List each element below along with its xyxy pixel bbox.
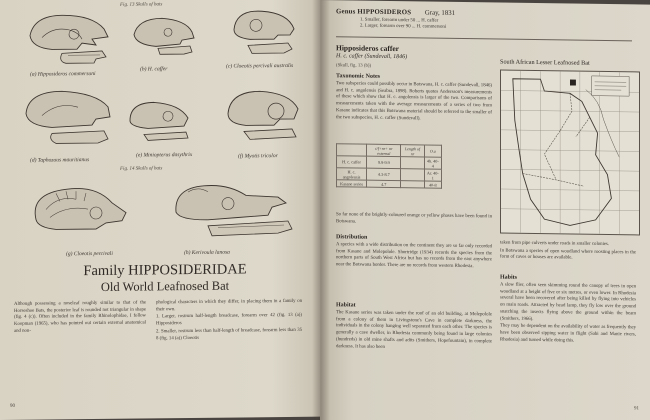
skull-illustration-h bbox=[168, 175, 298, 248]
map-title: South African Lesser Leafnosed Bat bbox=[500, 58, 590, 67]
species-subtitle: H. c. caffer (Sundevall, 1846) bbox=[336, 53, 408, 61]
page-number-right: 91 bbox=[634, 406, 639, 412]
fig-label-g: (g) Cloeotis percivali bbox=[66, 250, 113, 258]
habitat-continued: taken from pipe culverts under roads in smaller colonies. bbox=[500, 240, 610, 248]
genus-key-item-1: 1. Smaller, forearm under 50 ... H. caffer bbox=[360, 17, 439, 24]
section-habitat: Habitat bbox=[336, 302, 356, 309]
key-item-1: 1. Larger, rostrum half-length breadcase, forearm over 42 (fig. 13 (a)) Hipposideros bbox=[156, 313, 302, 327]
fig-label-a: (a) Hipposideros commersoni bbox=[30, 71, 96, 78]
measurement-table bbox=[336, 143, 442, 188]
table-header: Length of nr bbox=[401, 145, 424, 157]
distribution-map bbox=[500, 70, 640, 236]
skull-illustration-c bbox=[228, 5, 300, 62]
section-habits: Habits bbox=[500, 274, 518, 281]
page-number-left: 90 bbox=[10, 403, 15, 409]
genus-key-item-2: 2. Larger, forearm over 90 ... H. commersoni bbox=[360, 23, 447, 31]
header-rule bbox=[336, 36, 632, 41]
fig-label-f: (f) Myotis tricolor bbox=[238, 153, 278, 160]
fig-label-d: (d) Taphozous mauritianus bbox=[30, 157, 90, 164]
left-column-1 bbox=[14, 300, 146, 336]
running-header bbox=[336, 8, 455, 17]
header-author: Gray, 1831 bbox=[424, 9, 456, 17]
family-subtitle: Old World Leafnosed Bat bbox=[100, 278, 230, 294]
genus-key bbox=[360, 18, 560, 34]
section-distribution: Distribution bbox=[336, 234, 368, 241]
habits-text: A slow flier, often seen skimming round the canopy of trees in open woodland at a height of five or six metres, or even lower. In Rhodesia several have been recovered after being killed by flying into vehicles on main roads. Attracted by head lamp, they fly low over the ground snatching the insects flying above the ground within the beam (Smithers, 1966). They may be dependent on the availability of water as frequently they have been observed sipping water in flight (Sabi and Manie rivers, Rhodesia) and turned while doing this. bbox=[500, 282, 636, 344]
right-column bbox=[500, 241, 636, 265]
species-title: Hipposideros caffer bbox=[336, 43, 399, 54]
header-genus: Genus HIPPOSIDEROS bbox=[336, 8, 412, 17]
table-row: H. c. caffer 9.9-9.9 4b. 40-4 bbox=[337, 156, 442, 169]
right-page bbox=[320, 0, 650, 420]
key-item-2: 2. Smaller, rostrum less than half-length of breadcase, forearm less than 35 8 (fig. 14 (a)) Cloeotis bbox=[156, 327, 302, 341]
table-header: O.a bbox=[424, 145, 441, 157]
table-row: H. c. angolensis 4.3-8.7 Ar. 40-1 bbox=[337, 168, 442, 181]
fig-label-c: (c) Cloeotis percivali australis bbox=[226, 62, 294, 70]
fig-label-b: (b) H. caffer bbox=[140, 66, 168, 73]
table-header: c/f+nr+ nr external bbox=[367, 144, 401, 156]
distribution-text: A species with a wide distribution on the continent they are so far only recorded from Kasane and Molepolole. Shortridge (1934) records the species from the northern parts of South West Africa but has no records from the east anywhere near the Botswana border. There are no records from western Rhodesia. bbox=[336, 242, 492, 270]
left-column-2 bbox=[156, 299, 302, 344]
intro-paragraph: Although possessing a noseleaf roughly similar to that of the Horseshoe Bats, the posterior leaf is rounded not triangular in shape (fig. 4 (c)). Often included in the family Rhinolophidae, I follow Koopman (1965), who has pointed out certain external anatomical and non- bbox=[14, 300, 146, 334]
skull-illustration-e bbox=[124, 94, 196, 149]
skull-reference: (Skull, fig. 13 (b)) bbox=[336, 63, 372, 69]
fig-label-e: (e) Miniopterus dasythrix bbox=[136, 151, 193, 159]
skull-illustration-d bbox=[18, 83, 116, 154]
skull-illustration-b bbox=[128, 12, 198, 63]
table-row: Kasane series 4.7 40-8 bbox=[337, 180, 442, 188]
skull-illustration-a bbox=[22, 7, 112, 70]
book-gutter bbox=[312, 0, 330, 420]
fig13-caption: Fig. 13 Skulls of bats bbox=[120, 2, 163, 8]
family-title: Family HIPPOSIDERIDAE bbox=[83, 261, 247, 280]
habitat-text: The Kasane series was taken under the roof of an old building, at Molepolole from a colony of them in Livingstone's Cave in complete darkness, the individuals in the colony hanging well separated from each other. The species is generally a cave dweller, in Rhodesia commonly being found in large colonies (hundreds) in old mine shafts and adits (Smithers, Hopefountain), in complete darkness. It has also been bbox=[336, 310, 492, 350]
skull-illustration-g bbox=[26, 179, 138, 250]
intro-continued: phological characters in which they differ, in placing them in a family on their own. bbox=[156, 298, 302, 313]
fig14-caption: Fig. 14 Skulls of bats bbox=[120, 166, 163, 172]
fig-label-h: (h) Kerivoula lanosa bbox=[184, 249, 230, 257]
taxonomic-after-text: So far none of the brightly-coloured orange or yellow phases have been found in Botswana. bbox=[336, 212, 492, 225]
section-taxonomic-notes: Taxonomic Notes bbox=[336, 73, 380, 80]
skull-illustration-f bbox=[222, 85, 304, 152]
habitat-botswana: In Botswana a species of open woodland where roosting places in the form of caves or houses are available. bbox=[500, 248, 636, 261]
left-page bbox=[0, 0, 320, 420]
taxonomic-notes-text: Two subspecies could possibly occur in Botswana, H. c. caffer (Sundevall, 1846) and H. c. angolensis (Seabra, 1898). Roberts quotes Andersson's measurements of these which show that H. c. angolensis is larger of the two. Comparisons of measurements taken with the average measurements of a series of two from Kasane indicates that this Botswana material should be referred to the smaller of the two subspecies, H. c. caffer (Sundevall). bbox=[336, 81, 492, 121]
